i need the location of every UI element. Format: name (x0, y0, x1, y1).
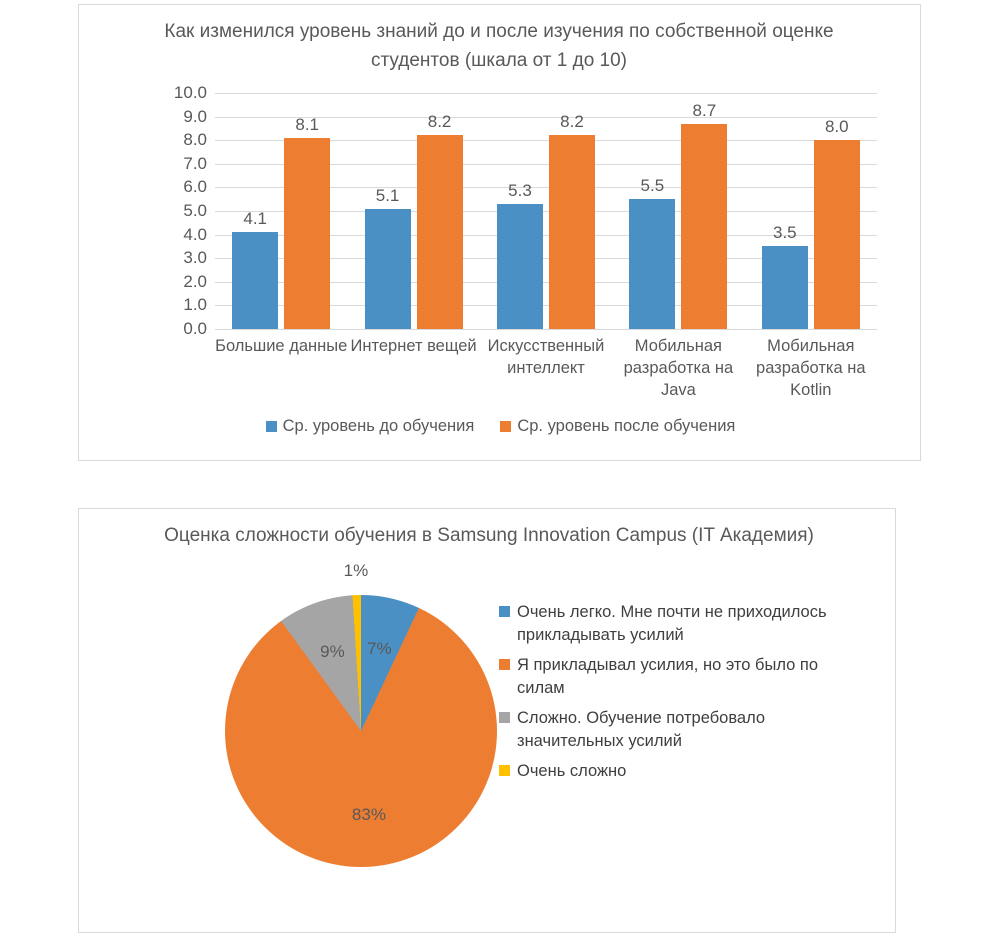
bar-value-label: 5.1 (375, 185, 400, 205)
bar[interactable] (629, 176, 675, 329)
bar[interactable] (497, 180, 543, 329)
bar-group (215, 93, 347, 329)
pie-chart-legend (499, 601, 869, 790)
bar[interactable] (681, 100, 727, 329)
bar[interactable] (762, 223, 808, 329)
pie-legend-swatch-0 (499, 606, 510, 617)
bar-value-label: 8.1 (295, 114, 320, 134)
legend-swatch-after (500, 421, 511, 432)
bar[interactable] (365, 185, 411, 329)
bar-value-label: 8.2 (427, 112, 452, 132)
bar-value-label: 8.7 (692, 100, 717, 120)
pie-legend-item-3[interactable] (499, 760, 869, 783)
pie-graphic (225, 595, 497, 867)
pie-legend-swatch-1 (499, 659, 510, 670)
pie-legend-label-0: Очень легко. Мне почти не приходилось прикладывать усилий (517, 603, 827, 644)
y-axis-tick-label: 3.0 (183, 248, 207, 268)
y-axis-tick-label: 10.0 (173, 83, 207, 102)
bar-group (612, 93, 744, 329)
bar-chart-title: Как изменился уровень знаний до и после изучения по собственной оценке студентов (шкала от 1 до 10) (164, 21, 834, 71)
legend-item-after[interactable] (500, 417, 735, 436)
x-axis-category-label: Искусственный интеллект (487, 337, 605, 377)
bar-value-label: 5.5 (640, 176, 665, 196)
bar[interactable] (417, 112, 463, 329)
bar-chart-card (78, 4, 921, 461)
pie-chart-plot-area (225, 560, 497, 867)
y-axis-tick-label: 8.0 (183, 130, 207, 150)
pie-legend-item-2[interactable] (499, 707, 869, 753)
bar-chart-legend (79, 417, 922, 436)
bar[interactable] (549, 112, 595, 329)
y-axis-tick-label: 9.0 (183, 106, 207, 126)
y-axis-tick-label: 1.0 (183, 295, 207, 315)
gridline (183, 319, 877, 338)
y-axis-tick-label: 0.0 (183, 319, 207, 338)
pie-legend-swatch-2 (499, 712, 510, 723)
y-axis-tick-label: 7.0 (183, 153, 207, 173)
x-axis-category-label: Мобильная разработка на Java (623, 337, 734, 399)
pie-legend-label-1: Я прикладывал усилия, но это было по силам (517, 656, 819, 697)
bar[interactable] (284, 114, 330, 329)
pie-slice-label-0: 7% (367, 638, 392, 658)
pie-legend-label-3: Очень сложно (517, 762, 627, 780)
pie-chart-title: Оценка сложности обучения в Samsung Innovation Campus (IT Академия) (164, 525, 814, 546)
bar-value-label: 3.5 (772, 223, 797, 243)
bar[interactable] (232, 209, 278, 329)
y-axis-tick-label: 6.0 (183, 177, 207, 197)
legend-swatch-before (266, 421, 277, 432)
bar-value-label: 8.2 (560, 112, 584, 132)
bar-group (347, 93, 479, 329)
bar-chart-category-labels (215, 335, 877, 405)
pie-legend-label-2: Сложно. Обучение потребовало значительных усилий (517, 709, 766, 750)
y-axis-tick-label: 5.0 (183, 201, 207, 220)
legend-item-before[interactable] (266, 417, 475, 436)
bar-value-label: 5.3 (508, 180, 532, 200)
pie-legend-item-1[interactable] (499, 654, 869, 700)
pie-legend-item-0[interactable] (499, 601, 869, 647)
bar[interactable] (814, 117, 860, 329)
legend-label-before: Ср. уровень до обучения (282, 417, 475, 435)
x-axis-category-label: Мобильная разработка на Kotlin (756, 337, 866, 399)
pie-slice-label-1: 83% (351, 804, 386, 824)
y-axis-tick-label: 2.0 (183, 271, 207, 291)
pie-slice-label-2: 9% (320, 641, 345, 661)
bar-value-label: 8.0 (824, 117, 849, 137)
x-axis-category-label: Интернет вещей (350, 337, 477, 355)
bar-value-label: 4.1 (243, 209, 268, 229)
x-axis-category-label: Большие данные (215, 337, 348, 355)
legend-label-after: Ср. уровень после обучения (517, 417, 736, 435)
pie-slice-label-3: 1% (343, 560, 369, 580)
pie-chart-card (78, 508, 896, 933)
bar-group (480, 93, 612, 329)
pie-legend-swatch-3 (499, 765, 510, 776)
bar-group (745, 93, 877, 329)
y-axis-tick-label: 4.0 (183, 224, 207, 244)
bar-chart-plot-area (173, 83, 877, 338)
